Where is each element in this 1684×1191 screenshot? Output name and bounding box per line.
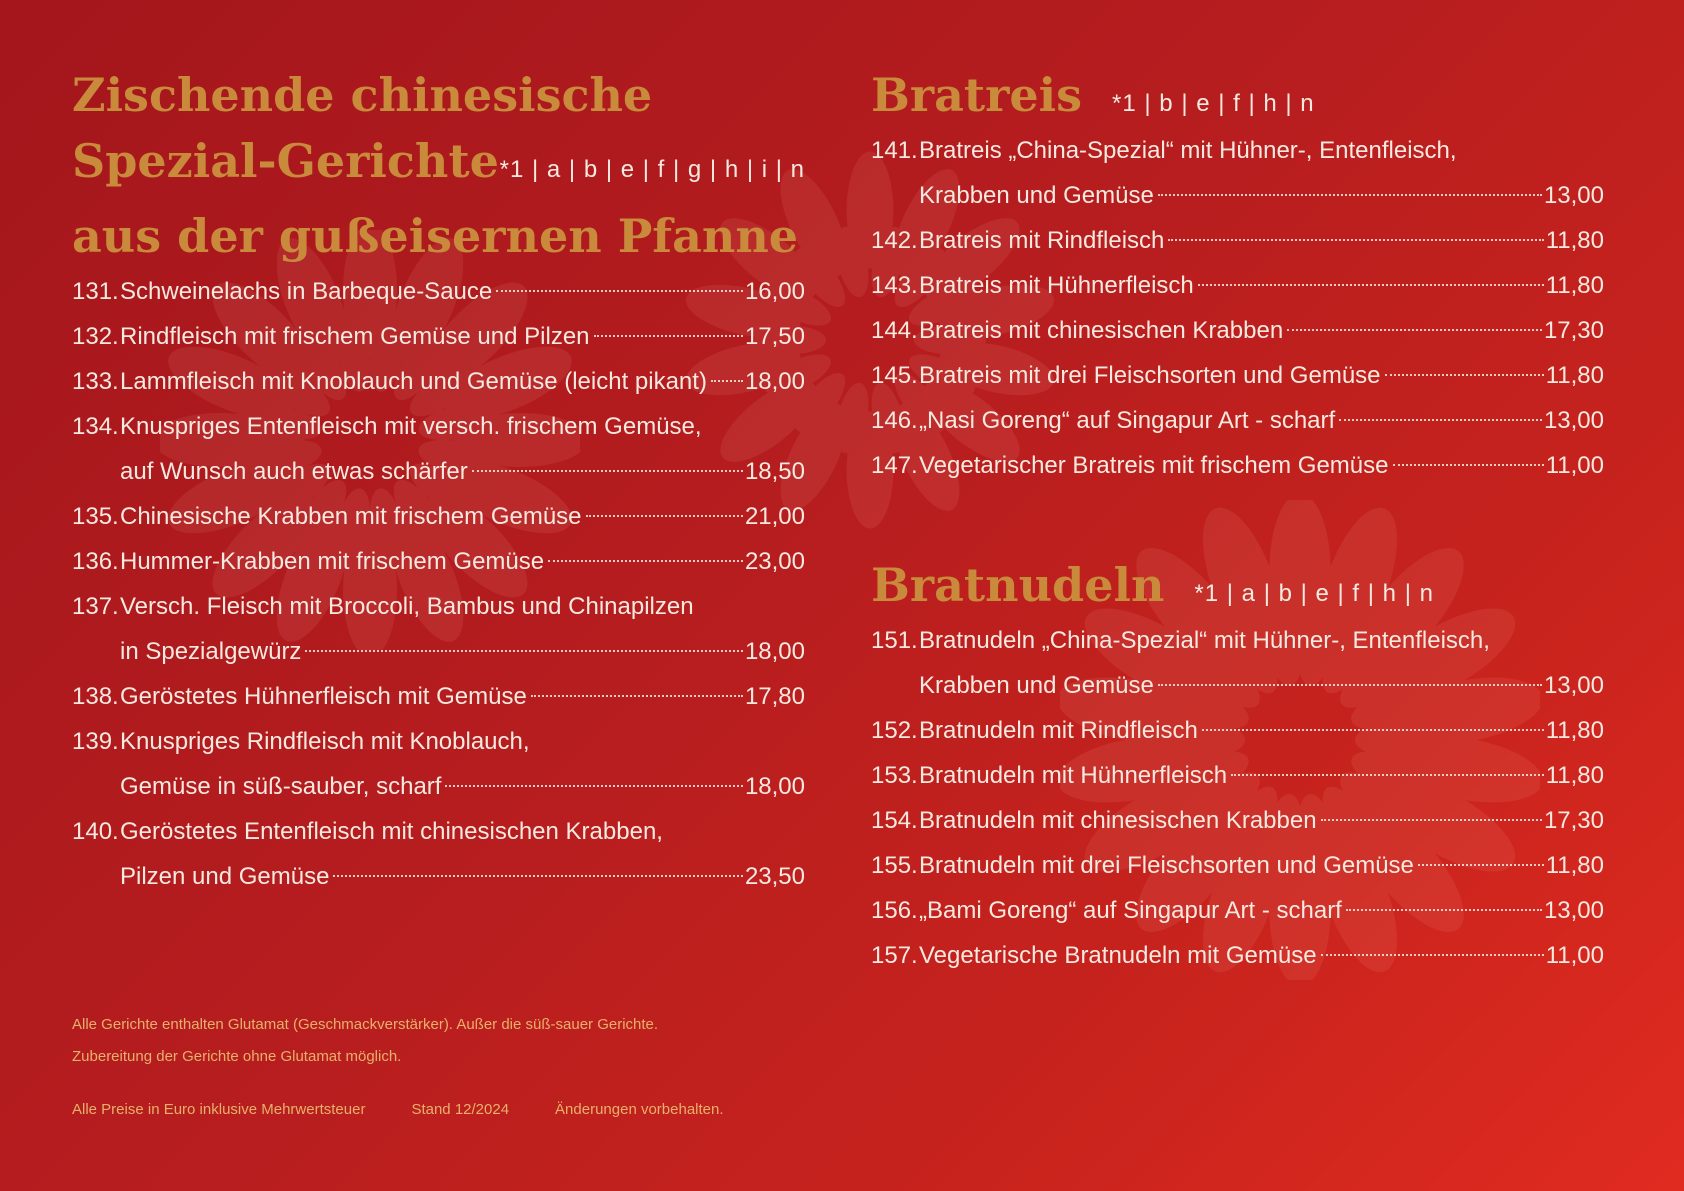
item-price: 11,80 [1545,272,1604,299]
item-number: 144. [871,317,918,344]
item-price: 17,30 [1543,807,1604,834]
item-body [919,353,1604,398]
item-number: 140. [72,818,119,845]
item-body [120,314,805,359]
item-body [919,128,1604,218]
item-line [919,663,1604,708]
menu-item [72,494,805,539]
dish-list [871,128,1604,488]
item-price: 13,00 [1543,182,1604,209]
item-line [919,798,1604,843]
menu-item [871,263,1604,308]
item-body [919,843,1604,888]
item-name: Bratreis mit Hühnerfleisch [919,272,1194,299]
dot-leader [1346,909,1542,911]
dot-leader [1385,374,1544,376]
item-number: 131. [72,278,119,305]
item-body [919,618,1604,708]
item-name: Vegetarische Bratnudeln mit Gemüse [919,942,1317,969]
menu-item [871,933,1604,978]
item-body [120,494,805,539]
item-price: 23,00 [744,548,805,575]
menu-item [72,314,805,359]
item-number: 132. [72,323,119,350]
item-name: Bratreis „China-Spezial“ mit Hühner-, Entenfleisch, [919,137,1457,164]
item-line [919,308,1604,353]
item-line [120,764,805,809]
item-line [120,809,805,854]
item-line [120,854,805,899]
item-price: 18,00 [744,368,805,395]
item-number: 133. [72,368,119,395]
glutamate-note-2: Zubereitung der Gerichte ohne Glutamat möglich. [72,1048,402,1065]
dot-leader [1168,239,1543,241]
item-number: 136. [72,548,119,575]
item-name: „Nasi Goreng“ auf Singapur Art - scharf [919,407,1336,434]
title-line-2-row [72,128,805,203]
special-dishes-section [72,62,805,899]
item-number: 138. [72,683,119,710]
item-line [919,128,1604,173]
item-name: Chinesische Krabben mit frischem Gemüse [120,503,582,530]
title-line-1: Zischende chinesische [72,68,653,122]
item-body [919,753,1604,798]
menu-item [871,708,1604,753]
dot-leader [496,290,743,292]
title-line-2: Spezial-Gerichte [72,134,499,188]
dot-leader [531,695,743,697]
item-price: 17,50 [744,323,805,350]
item-number: 142. [871,227,918,254]
item-name: Vegetarischer Bratreis mit frischem Gemüse [919,452,1389,479]
dot-leader [1393,464,1544,466]
item-number: 146. [871,407,918,434]
item-price: 18,50 [744,458,805,485]
item-line [120,269,805,314]
item-price: 17,30 [1543,317,1604,344]
item-name: Lammfleisch mit Knoblauch und Gemüse (leicht pikant) [120,368,707,395]
prices-note: Alle Preise in Euro inklusive Mehrwertsteuer [72,1101,366,1118]
item-number: 155. [871,852,918,879]
item-name: Bratnudeln „China-Spezial“ mit Hühner-, Entenfleisch, [919,627,1490,654]
menu-item [871,753,1604,798]
menu-item [72,584,805,674]
item-price: 11,80 [1545,362,1604,389]
menu-item [72,539,805,584]
allergen-codes: *1 | b | e | f | h | n [1112,90,1315,117]
dot-leader [333,875,742,877]
dot-leader [594,335,743,337]
title-line-3: aus der gußeisernen Pfanne [72,209,799,263]
item-line [919,443,1604,488]
item-body [120,269,805,314]
item-name: Krabben und Gemüse [919,182,1154,209]
item-number: 143. [871,272,918,299]
item-number: 151. [871,627,918,654]
item-line [120,359,805,404]
item-name: Geröstetes Hühnerfleisch mit Gemüse [120,683,527,710]
item-line [120,314,805,359]
item-name: Rindfleisch mit frischem Gemüse und Pilzen [120,323,590,350]
item-line [120,629,805,674]
item-price: 13,00 [1543,407,1604,434]
item-price: 11,00 [1545,942,1604,969]
item-price: 13,00 [1543,897,1604,924]
item-line [120,539,805,584]
item-line [919,398,1604,443]
item-line [919,353,1604,398]
item-name: Pilzen und Gemüse [120,863,330,890]
bratreis-title: Bratreis [871,68,1083,122]
item-name: Hummer-Krabben mit frischem Gemüse [120,548,545,575]
section-title [72,62,805,269]
item-body [120,719,805,809]
item-line [919,708,1604,753]
menu-item [871,618,1604,708]
dot-leader [445,785,742,787]
item-line [120,449,805,494]
item-body [919,263,1604,308]
item-body [919,933,1604,978]
menu-item [871,443,1604,488]
menu-item [871,128,1604,218]
dot-leader [472,470,743,472]
menu-item [871,843,1604,888]
menu-item [72,404,805,494]
item-body [919,308,1604,353]
item-body [120,584,805,674]
item-number: 153. [871,762,918,789]
item-price: 17,80 [744,683,805,710]
item-number: 147. [871,452,918,479]
item-line [919,263,1604,308]
item-name: „Bami Goreng“ auf Singapur Art - scharf [919,897,1342,924]
item-price: 11,80 [1545,852,1604,879]
item-number: 135. [72,503,119,530]
item-body [120,809,805,899]
menu-item [871,353,1604,398]
item-name: Krabben und Gemüse [919,672,1154,699]
dot-leader [548,560,743,562]
item-name: in Spezialgewürz [120,638,302,665]
menu-item [72,269,805,314]
changes-note: Änderungen vorbehalten. [555,1101,724,1118]
dot-leader [1287,329,1542,331]
item-number: 137. [72,593,119,620]
item-number: 145. [871,362,918,389]
fried-rice-noodles-section [871,62,1604,978]
allergen-codes: *1 | a | b | e | f | g | h | i | n [499,156,805,183]
item-number: 156. [871,897,918,924]
dot-leader [1321,819,1542,821]
allergen-codes: *1 | a | b | e | f | h | n [1194,580,1434,607]
menu-item [72,809,805,899]
item-body [919,888,1604,933]
item-body [919,798,1604,843]
dot-leader [1418,864,1544,866]
dot-leader [1158,684,1542,686]
item-line [919,218,1604,263]
item-name: Bratreis mit Rindfleisch [919,227,1165,254]
item-number: 157. [871,942,918,969]
item-line [919,753,1604,798]
item-price: 23,50 [744,863,805,890]
item-price: 21,00 [744,503,805,530]
item-line [919,843,1604,888]
bratnudeln-title: Bratnudeln [871,558,1165,612]
item-price: 11,80 [1545,762,1604,789]
menu-item [871,308,1604,353]
dot-leader [711,380,743,382]
item-line [120,404,805,449]
bratnudeln-section [871,552,1604,978]
bratreis-header [871,62,1604,128]
item-name: Bratnudeln mit chinesischen Krabben [919,807,1317,834]
item-body [120,359,805,404]
item-body [919,218,1604,263]
menu-item [871,398,1604,443]
item-body [919,708,1604,753]
dot-leader [1202,729,1544,731]
dot-leader [1198,284,1544,286]
item-number: 134. [72,413,119,440]
item-line [919,933,1604,978]
item-body [120,404,805,494]
dot-leader [1321,954,1544,956]
menu-item [871,798,1604,843]
item-name: Bratnudeln mit drei Fleischsorten und Gemüse [919,852,1414,879]
item-number: 139. [72,728,119,755]
bratnudeln-header [871,552,1604,618]
item-name: Bratnudeln mit Hühnerfleisch [919,762,1228,789]
footer-info [72,1101,724,1118]
dish-list [871,618,1604,978]
item-number: 154. [871,807,918,834]
item-number: 152. [871,717,918,744]
item-price: 11,80 [1545,227,1604,254]
item-price: 11,80 [1545,717,1604,744]
menu-item [72,359,805,404]
glutamate-note: Alle Gerichte enthalten Glutamat (Geschmackverstärker). Außer die süß-sauer Gerichte. [72,1016,659,1033]
item-name: Gemüse in süß-sauber, scharf [120,773,442,800]
item-name: Knuspriges Entenfleisch mit versch. frischem Gemüse, [120,413,702,440]
item-price: 18,00 [744,773,805,800]
stand-date: Stand 12/2024 [411,1101,510,1118]
item-line [919,618,1604,663]
item-name: auf Wunsch auch etwas schärfer [120,458,468,485]
item-body [120,539,805,584]
item-name: Schweinelachs in Barbeque-Sauce [120,278,493,305]
item-body [919,398,1604,443]
item-line [919,888,1604,933]
dot-leader [586,515,743,517]
menu-item [72,674,805,719]
item-body [919,443,1604,488]
item-name: Versch. Fleisch mit Broccoli, Bambus und Chinapilzen [120,593,694,620]
item-name: Bratnudeln mit Rindfleisch [919,717,1198,744]
item-line [120,494,805,539]
dot-leader [1231,774,1544,776]
dot-leader [1339,419,1542,421]
item-line [120,719,805,764]
item-line [120,674,805,719]
dot-leader [1158,194,1542,196]
item-body [120,674,805,719]
item-name: Bratreis mit drei Fleischsorten und Gemüse [919,362,1381,389]
item-price: 11,00 [1545,452,1604,479]
menu-item [72,719,805,809]
dot-leader [305,650,743,652]
menu-item [871,218,1604,263]
item-price: 18,00 [744,638,805,665]
item-name: Knuspriges Rindfleisch mit Knoblauch, [120,728,530,755]
menu-item [871,888,1604,933]
item-price: 16,00 [744,278,805,305]
item-price: 13,00 [1543,672,1604,699]
item-line [120,584,805,629]
item-name: Bratreis mit chinesischen Krabben [919,317,1284,344]
item-line [919,173,1604,218]
dish-list [72,269,805,899]
item-name: Geröstetes Entenfleisch mit chinesischen Krabben, [120,818,663,845]
item-number: 141. [871,137,918,164]
